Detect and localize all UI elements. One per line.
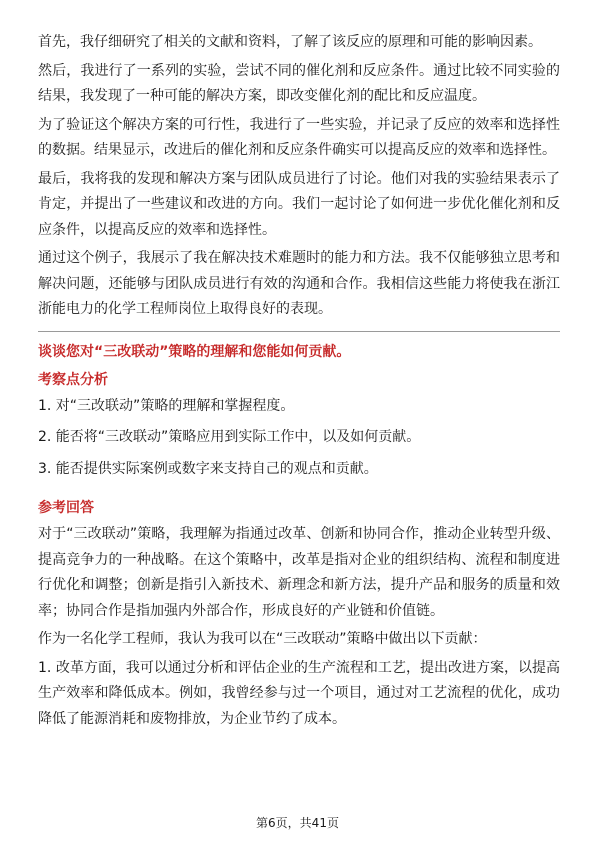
intro-paragraph: 然后，我进行了一系列的实验，尝试不同的催化剂和反应条件。通过比较不同实验的结果，我发现了一种可能的解决方案，即改变催化剂的配比和反应温度。	[38, 62, 560, 104]
analysis-item: 2. 能否将“三改联动”策略应用到实际工作中，以及如何贡献。	[38, 429, 421, 445]
answer-paragraph: 作为一名化学工程师，我认为我可以在“三改联动”策略中做出以下贡献：	[38, 631, 487, 647]
intro-paragraph: 最后，我将我的发现和解决方案与团队成员进行了讨论。他们对我的实验结果表示了肯定，并提出了一些建议和改进的方向。我们一起讨论了如何进一步优化催化剂和反应条件，以提高反应的效率和选择性。	[38, 170, 560, 238]
spacer	[38, 488, 560, 496]
answer-paragraph: 1. 改革方面，我可以通过分析和评估企业的生产流程和工艺，提出改进方案，以提高生产效率和降低成本。例如，我曾经参与过一个项目，通过对工艺流程的优化，成功降低了能源消耗和废物排放，为企业节约了成本。	[38, 659, 560, 727]
intro-paragraph: 为了验证这个解决方案的可行性，我进行了一些实验，并记录了反应的效率和选择性的数据。结果显示，改进后的催化剂和反应条件确实可以提高反应的效率和选择性。	[38, 116, 560, 158]
intro-paragraph: 通过这个例子，我展示了我在解决技术难题时的能力和方法。我不仅能够独立思考和解决问题，还能够与团队成员进行有效的沟通和合作。我相信这些能力将使我在浙江浙能电力的化学工程师岗位上取得良好的表现。	[38, 250, 560, 317]
document-body	[38, 30, 560, 735]
section-divider	[38, 331, 560, 332]
intro-paragraph: 首先，我仔细研究了相关的文献和资料，了解了该反应的原理和可能的影响因素。	[38, 34, 542, 50]
page-footer: 第6页，共41页	[256, 816, 339, 830]
analysis-item: 3. 能否提供实际案例或数字来支持自己的观点和贡献。	[38, 460, 378, 477]
analysis-item: 1. 对“三改联动”策略的理解和掌握程度。	[38, 397, 295, 414]
question-title: 谈谈您对“三改联动”策略的理解和您能如何贡献。	[38, 343, 351, 360]
answer-heading: 参考回答	[38, 500, 94, 516]
answer-paragraph: 对于“三改联动”策略，我理解为指通过改革、创新和协同合作，推动企业转型升级、提高竞争力的一种战略。在这个策略中，改革是指对企业的组织结构、流程和制度进行优化和调整；创新是指引入新技术、新理念和新方法，提升产品和服务的质量和效率；协同合作是指加强内外部合作，形成良好的产业链和价值链。	[38, 526, 560, 619]
analysis-heading: 考察点分析	[38, 371, 108, 388]
